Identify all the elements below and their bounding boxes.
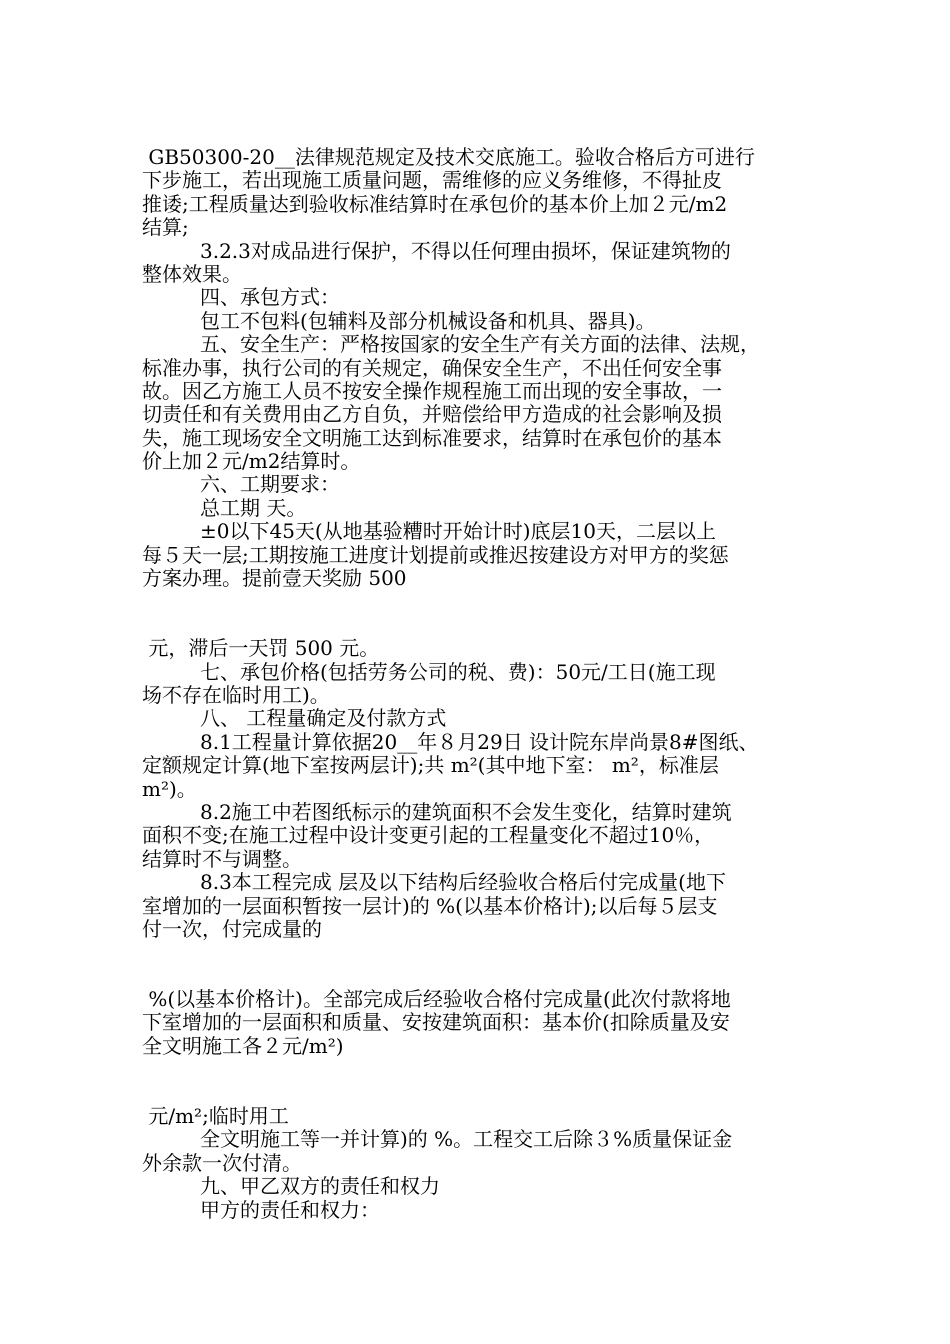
text-line: 定额规定计算(地下室按两层计);共 m²(其中地下室： m²，标准层: [142, 753, 719, 778]
text-line: 价上加２元/m2结算时。: [142, 449, 361, 474]
text-line: 外余款一次付清。: [142, 1150, 302, 1175]
document-body: [142, 146, 822, 1222]
text-line: 8.2施工中若图纸标示的建筑面积不会发生变化，结算时建筑: [200, 799, 732, 824]
text-line: 切责任和有关费用由乙方自负，并赔偿给甲方造成的社会影响及损: [142, 402, 722, 427]
text-line: 室增加的一层面积暂按一层计)的 %(以基本价格计);以后每５层支: [142, 893, 718, 918]
blank-line: [142, 941, 822, 988]
text-line: 结算;: [142, 215, 189, 240]
text-line: 甲方的责任和权力：: [200, 1197, 380, 1222]
text-line: ±0以下45天(从地基验糟时开始计时)底层10天，二层以上: [200, 519, 716, 544]
text-line: %(以基本价格计)。全部完成后经验收合格付完成量(此次付款将地: [142, 987, 731, 1012]
text-line: 元，滞后一天罚 500 元。: [142, 636, 380, 661]
text-line: 结算时不与调整。: [142, 846, 302, 871]
text-line: 全文明施工各２元/m²): [142, 1033, 344, 1058]
text-line: 推诿;工程质量达到验收标准结算时在承包价的基本价上加２元/m2: [142, 191, 728, 216]
text-line: 付一次，付完成量的: [142, 916, 322, 941]
text-line: 元/m²;临时用工: [142, 1104, 289, 1129]
text-line: 场不存在临时用工)。: [142, 683, 330, 707]
text-line: 3.2.3对成品进行保护，不得以任何理由损坏，保证建筑物的: [200, 238, 731, 263]
section-heading: 八、 工程量确定及付款方式: [200, 706, 447, 731]
text-line: 8.3本工程完成 层及以下结构后经验收合格后付完成量(地下: [200, 870, 726, 895]
section-heading: 七、承包价格(包括劳务公司的税、费)：50元/工日(施工现: [200, 659, 716, 684]
text-line: 下步施工，若出现施工质量问题，需维修的应义务维修，不得扯皮: [142, 168, 722, 193]
text-line: 方案办理。提前壹天奖励 500: [142, 566, 407, 591]
text-line: 整体效果。: [142, 261, 242, 286]
text-line: 总工期 天。: [200, 495, 307, 520]
text-line: 标准办事，执行公司的有关规定，确保安全生产，不出任何安全事: [142, 355, 722, 380]
text-line: 8.1工程量计算依据20__年８月29日 设计院东岸尚景8#图纸、: [200, 729, 759, 754]
text-line: GB50300-20__法律规范规定及技术交底施工。验收合格后方可进行: [142, 145, 755, 169]
section-heading: 九、甲乙双方的责任和权力: [200, 1174, 440, 1199]
text-line: 失，施工现场安全文明施工达到标准要求，结算时在承包价的基本: [142, 425, 722, 450]
blank-line: [142, 590, 822, 637]
blank-line: [142, 1058, 822, 1105]
text-line: 每５天一层;工期按施工进度计划提前或推迟按建设方对甲方的奖惩: [142, 542, 729, 567]
section-heading: 六、工期要求：: [200, 472, 340, 497]
section-heading: 五、安全生产：严格按国家的安全生产有关方面的法律、法规，: [200, 332, 760, 357]
text-line: 下室增加的一层面积和质量、安按建筑面积：基本价(扣除质量及安: [142, 1010, 730, 1035]
text-line: 面积不变;在施工过程中设计变更引起的工程量变化不超过10％，: [142, 823, 715, 848]
text-line: 全文明施工等一并计算)的 %。工程交工后除３%质量保证金: [200, 1127, 733, 1152]
text-line: 包工不包料(包辅料及部分机械设备和机具、器具)。: [200, 308, 656, 333]
section-heading: 四、承包方式：: [200, 285, 340, 310]
text-line: 故。因乙方施工人员不按安全操作规程施工而出现的安全事故，一: [142, 378, 722, 403]
text-line: m²)。: [142, 776, 197, 801]
